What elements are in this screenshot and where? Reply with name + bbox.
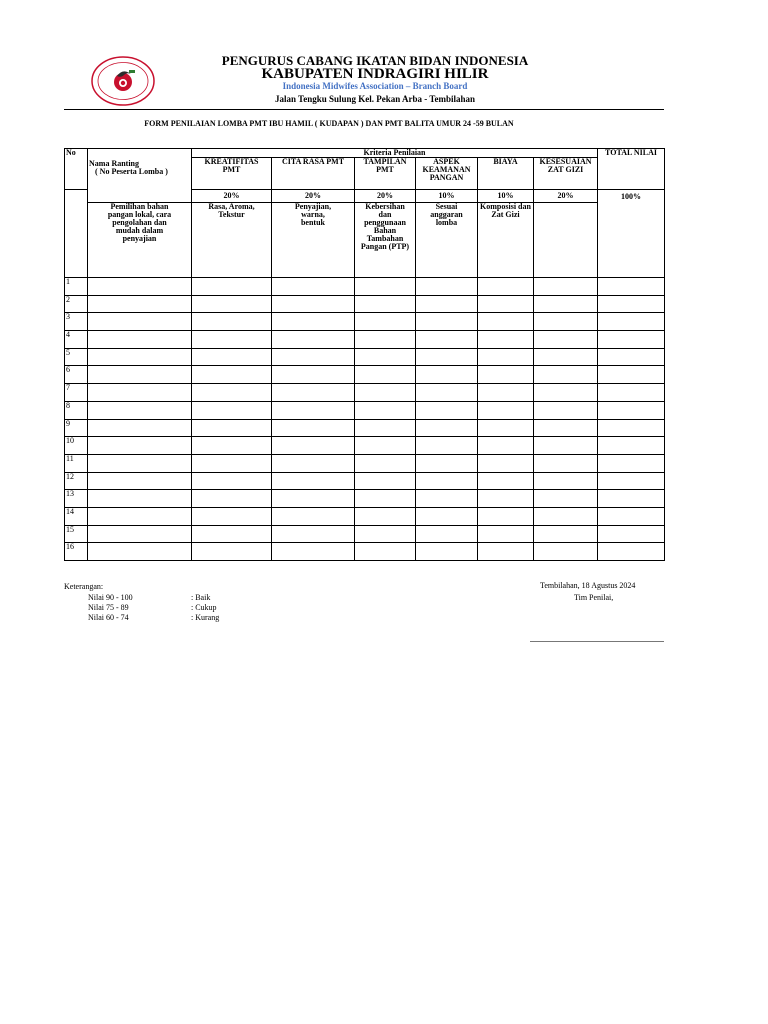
keterangan-title: Keterangan: [64,582,104,591]
signature-line [530,641,664,642]
score-cell[interactable] [192,278,272,296]
criteria-weight-4: 10% [416,190,478,203]
score-cell[interactable] [192,313,272,331]
criteria-desc-3 [272,203,355,278]
criteria-name-4 [416,158,478,190]
row-number: 7 [65,384,88,402]
table-row [65,366,665,384]
criteria-desc-line: Rasa, Aroma, [208,202,255,211]
score-cell[interactable] [534,507,598,525]
table-row [65,384,665,402]
score-cell[interactable] [88,507,192,525]
score-cell[interactable] [192,348,272,366]
score-cell[interactable] [416,295,478,313]
score-cell[interactable] [478,331,534,349]
criteria-name-3 [355,158,416,190]
score-cell[interactable] [272,472,355,490]
criteria-desc-5 [416,203,478,278]
criteria-desc-line: Zat Gizi [491,210,520,219]
score-cell[interactable] [416,525,478,543]
score-cell[interactable] [598,472,665,490]
score-cell[interactable] [88,437,192,455]
score-cell[interactable] [534,384,598,402]
score-cell[interactable] [272,437,355,455]
score-cell[interactable] [192,507,272,525]
criteria-desc-6 [478,203,534,278]
header-nama-line2: ( No Peserta Lomba ) [95,167,168,176]
score-cell[interactable] [88,384,192,402]
score-cell[interactable] [598,401,665,419]
table-row [65,331,665,349]
regency-name: KABUPATEN INDRAGIRI HILIR [261,66,489,82]
score-cell[interactable] [272,348,355,366]
criteria-desc-line: lomba [435,218,458,227]
score-cell[interactable] [598,543,665,561]
score-cell[interactable] [534,401,598,419]
score-cell[interactable] [534,295,598,313]
criteria-desc-line: dan [378,210,392,219]
criteria-name-line: KESESUAIAN [539,157,592,166]
score-cell[interactable] [416,401,478,419]
header-no-blank [65,190,88,278]
table-row [65,313,665,331]
score-cell[interactable] [598,384,665,402]
header-divider [64,109,664,110]
score-cell[interactable] [88,331,192,349]
table-row [65,525,665,543]
score-cell[interactable] [416,384,478,402]
score-cell[interactable] [478,295,534,313]
criteria-desc-line: Penyajian, [294,202,332,211]
score-cell[interactable] [598,278,665,296]
score-cell[interactable] [88,454,192,472]
table-row [65,278,665,296]
criteria-desc-line: anggaran [430,210,463,219]
score-cell[interactable] [272,384,355,402]
row-number: 13 [65,490,88,508]
score-cell[interactable] [355,490,416,508]
row-number: 11 [65,454,88,472]
score-cell[interactable] [88,543,192,561]
header-no: No [65,149,88,190]
score-cell[interactable] [88,419,192,437]
criteria-name-line: PMT [222,165,241,174]
score-cell[interactable] [192,401,272,419]
row-number: 15 [65,525,88,543]
table-row [65,454,665,472]
criteria-desc-line: Tekstur [218,210,245,219]
score-cell[interactable] [598,348,665,366]
score-cell[interactable] [534,331,598,349]
criteria-weight-3: 20% [355,190,416,203]
keterangan-range: Nilai 90 - 100 [88,593,133,602]
criteria-desc-line: Komposisi dan [480,202,531,211]
score-cell[interactable] [534,525,598,543]
score-cell[interactable] [534,348,598,366]
criteria-name-line: CITA RASA PMT [281,157,345,166]
score-cell[interactable] [355,472,416,490]
score-cell[interactable] [534,454,598,472]
score-cell[interactable] [598,454,665,472]
score-cell[interactable] [355,525,416,543]
criteria-name-line: PMT [376,165,394,174]
keterangan-label: : Baik [191,593,211,602]
header-kriteria: Kriteria Penilaian [192,149,598,158]
score-cell[interactable] [416,331,478,349]
criteria-desc-line: pangan lokal, cara [107,210,172,219]
criteria-name-line: KEAMANAN [422,165,471,174]
score-cell[interactable] [598,507,665,525]
score-cell[interactable] [355,331,416,349]
score-cell[interactable] [192,437,272,455]
score-cell[interactable] [416,437,478,455]
criteria-desc-line: pengolahan dan [112,218,167,227]
header-total: TOTAL NILAI [598,149,665,190]
score-cell[interactable] [416,543,478,561]
address: Jalan Tengku Sulung Kel. Pekan Arba - Tembilahan [274,94,476,104]
criteria-name-line: ZAT GIZI [547,165,584,174]
keterangan-range: Nilai 75 - 89 [88,603,129,612]
total-weight: 100% [598,190,665,278]
row-number: 6 [65,366,88,384]
score-cell[interactable] [192,490,272,508]
criteria-desc-line: Kebersihan [365,202,405,211]
row-number: 3 [65,313,88,331]
score-cell[interactable] [416,348,478,366]
score-cell[interactable] [88,313,192,331]
score-cell[interactable] [355,348,416,366]
score-cell[interactable] [355,401,416,419]
score-cell[interactable] [534,278,598,296]
score-cell[interactable] [598,419,665,437]
criteria-name-1 [192,158,272,190]
criteria-weight-6: 20% [534,190,598,203]
score-cell[interactable] [192,454,272,472]
score-cell[interactable] [478,401,534,419]
score-cell[interactable] [355,366,416,384]
criteria-name-line: ASPEK [433,157,460,166]
score-cell[interactable] [534,490,598,508]
form-title: FORM PENILAIAN LOMBA PMT IBU HAMIL ( KUDAPAN ) DAN PMT BALITA UMUR 24 -59 BULAN [144,119,514,128]
score-cell[interactable] [598,366,665,384]
row-number: 16 [65,543,88,561]
score-cell[interactable] [88,278,192,296]
score-cell[interactable] [272,419,355,437]
score-cell[interactable] [272,366,355,384]
score-cell[interactable] [88,366,192,384]
criteria-desc-line: bentuk [300,218,325,227]
score-cell[interactable] [272,401,355,419]
score-cell[interactable] [478,437,534,455]
table-row [65,419,665,437]
score-cell[interactable] [272,543,355,561]
criteria-weight-5: 10% [478,190,534,203]
table-row [65,437,665,455]
score-cell[interactable] [272,313,355,331]
score-cell[interactable] [598,437,665,455]
score-cell[interactable] [416,419,478,437]
score-cell[interactable] [534,313,598,331]
score-cell[interactable] [355,454,416,472]
score-cell[interactable] [534,543,598,561]
score-cell[interactable] [534,437,598,455]
criteria-desc-line: penyajian [122,234,157,243]
score-cell[interactable] [416,454,478,472]
score-cell[interactable] [416,278,478,296]
score-cell[interactable] [192,331,272,349]
score-cell[interactable] [88,525,192,543]
score-cell[interactable] [192,419,272,437]
score-cell[interactable] [416,507,478,525]
criteria-desc-line: Pangan (PTP) [360,242,410,251]
criteria-name-2 [272,158,355,190]
score-cell[interactable] [534,472,598,490]
score-cell[interactable] [272,525,355,543]
row-number: 2 [65,295,88,313]
score-cell[interactable] [192,525,272,543]
score-cell[interactable] [416,490,478,508]
score-cell[interactable] [598,331,665,349]
table-row [65,507,665,525]
row-number: 10 [65,437,88,455]
table-row [65,490,665,508]
score-cell[interactable] [88,401,192,419]
score-cell[interactable] [598,295,665,313]
score-cell[interactable] [272,454,355,472]
score-cell[interactable] [478,543,534,561]
score-cell[interactable] [272,507,355,525]
score-cell[interactable] [478,384,534,402]
score-cell[interactable] [355,295,416,313]
score-cell[interactable] [478,490,534,508]
score-cell[interactable] [88,472,192,490]
table-row [65,543,665,561]
criteria-name-5 [478,158,534,190]
criteria-name-line: PANGAN [429,173,464,182]
row-number: 4 [65,331,88,349]
score-cell[interactable] [355,437,416,455]
table-row [65,401,665,419]
score-cell[interactable] [272,278,355,296]
row-number: 12 [65,472,88,490]
criteria-desc-line: penggunaan [364,218,406,227]
criteria-desc-line: Pemilihan bahan [110,202,169,211]
criteria-desc-line: mudah dalam [115,226,164,235]
keterangan-label: : Kurang [191,613,220,622]
score-cell[interactable] [88,295,192,313]
score-cell[interactable] [192,366,272,384]
score-cell[interactable] [88,490,192,508]
score-cell[interactable] [272,295,355,313]
score-cell[interactable] [598,525,665,543]
row-number: 5 [65,348,88,366]
score-cell[interactable] [355,543,416,561]
criteria-desc-2 [192,203,272,278]
signature-place-date: Tembilahan, 18 Agustus 2024 [540,581,636,590]
criteria-desc-line: warna, [301,210,325,219]
keterangan-range: Nilai 60 - 74 [88,613,129,622]
table-row [65,348,665,366]
score-cell[interactable] [272,331,355,349]
score-cell[interactable] [534,366,598,384]
org-name: PENGURUS CABANG IKATAN BIDAN INDONESIA [221,53,529,68]
score-cell[interactable] [416,313,478,331]
criteria-weight-2: 20% [272,190,355,203]
score-cell[interactable] [416,366,478,384]
score-cell[interactable] [478,525,534,543]
criteria-desc-4 [355,203,416,278]
criteria-name-6 [534,158,598,190]
score-cell[interactable] [355,313,416,331]
score-cell[interactable] [355,419,416,437]
table-row [65,295,665,313]
criteria-name-line: KREATIFITAS [204,157,259,166]
score-cell[interactable] [478,507,534,525]
score-cell[interactable] [598,490,665,508]
score-cell[interactable] [478,313,534,331]
signature-role: Tim Penilai, [574,593,614,602]
row-number: 1 [65,278,88,296]
score-cell[interactable] [598,313,665,331]
score-cell[interactable] [192,472,272,490]
row-number: 8 [65,401,88,419]
score-cell[interactable] [272,490,355,508]
score-cell[interactable] [355,507,416,525]
score-cell[interactable] [192,384,272,402]
score-cell[interactable] [416,472,478,490]
criteria-weight-1: 20% [192,190,272,203]
score-cell[interactable] [478,472,534,490]
score-cell[interactable] [478,419,534,437]
score-cell[interactable] [478,348,534,366]
score-cell[interactable] [478,454,534,472]
score-cell[interactable] [192,543,272,561]
table-row [65,472,665,490]
association-subtitle: Indonesia Midwifes Association – Branch Board [282,81,468,91]
score-cell[interactable] [478,278,534,296]
score-cell[interactable] [355,278,416,296]
score-cell[interactable] [192,295,272,313]
ibi-logo-icon [91,56,155,106]
criteria-name-line: BIAYA [493,157,518,166]
score-cell[interactable] [88,348,192,366]
row-number: 14 [65,507,88,525]
score-cell[interactable] [478,366,534,384]
criteria-desc-line: Bahan [373,226,397,235]
criteria-desc-1 [88,203,192,278]
score-cell[interactable] [355,384,416,402]
criteria-desc-line: Sesuai [435,202,458,211]
keterangan-label: : Cukup [191,603,217,612]
scoring-table [64,148,665,561]
header-nama-ranting [88,149,192,203]
criteria-desc-line: Tambahan [366,234,404,243]
row-number: 9 [65,419,88,437]
header-nama-line1: Nama Ranting [89,159,140,168]
criteria-name-line: TAMPILAN [363,157,407,166]
score-cell[interactable] [534,419,598,437]
